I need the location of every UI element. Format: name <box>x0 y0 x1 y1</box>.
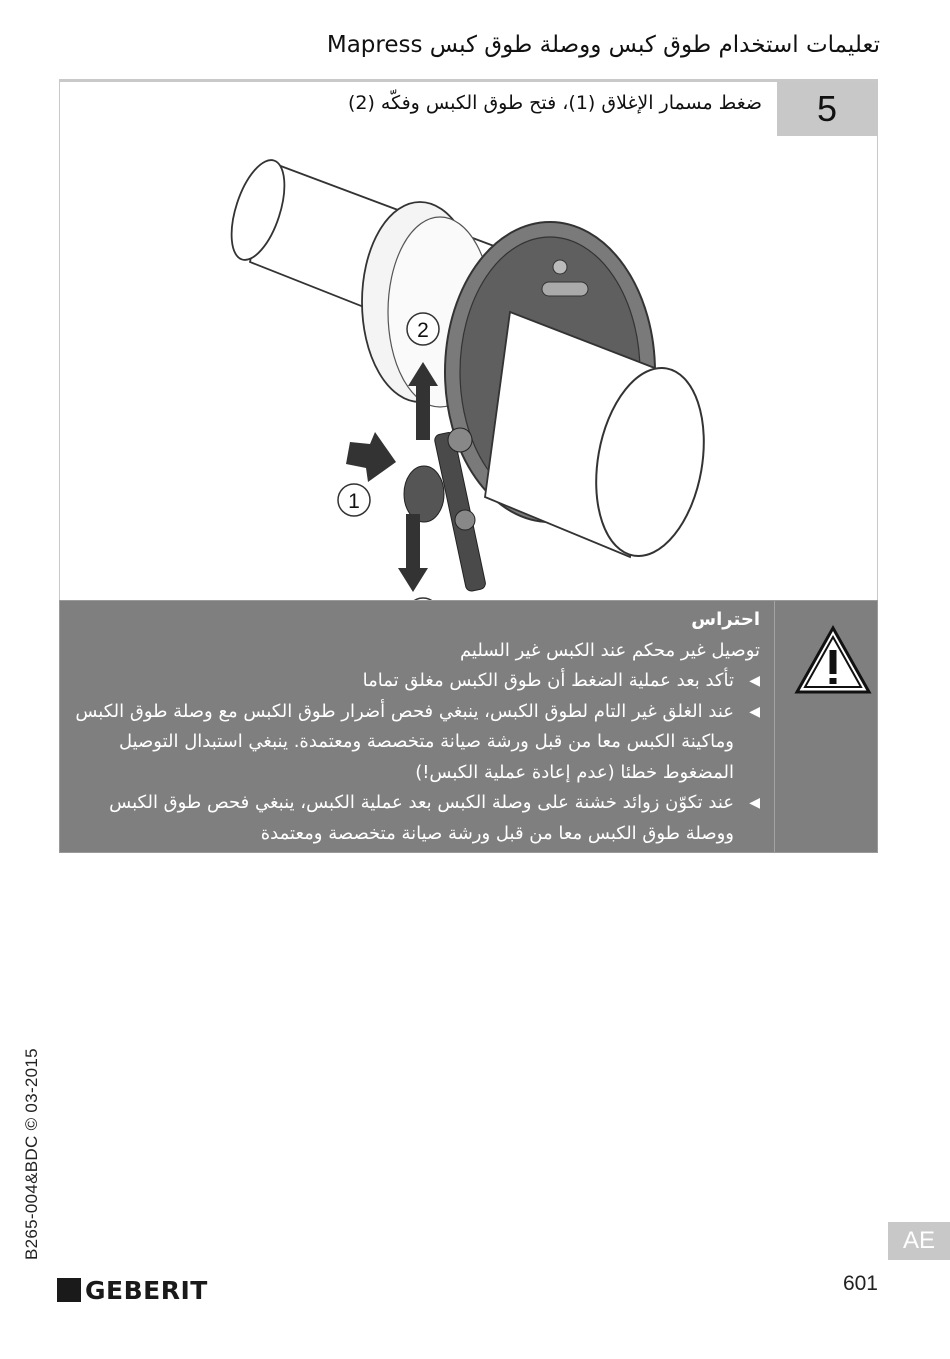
warning-list <box>70 666 760 849</box>
arrow-press-pin <box>346 432 396 482</box>
warning-panel <box>59 600 878 853</box>
page-title: تعليمات استخدام طوق كبس ووصلة طوق كبس Mapress <box>326 32 880 58</box>
warning-triangle-icon <box>794 625 872 695</box>
bullet-triangle-icon: ◀ <box>749 703 760 720</box>
list-item <box>70 666 760 697</box>
callout-2-top <box>407 313 439 345</box>
warning-subtitle: توصيل غير محكم عند الكبس غير السليم <box>459 639 760 661</box>
list-item <box>70 788 760 849</box>
arrow-open-down <box>398 514 428 592</box>
step-instruction: ضغط مسمار الإغلاق (1)، فتح طوق الكبس وفكّه (2) <box>347 92 762 114</box>
callout-2-top-label: 2 <box>417 319 429 342</box>
warning-item-text: عند الغلق غير التام لطوق الكبس، ينبغي فحص أضرار طوق الكبس مع وصلة طوق الكبس وماكينة الكبس معا من قبل ورشة صيانة متخصصة ومعتمدة. ينبغي استبدال التوصيل المضغوط خطئا (عدم إعادة عملية الكبس!) <box>75 700 734 783</box>
page-number: 601 <box>842 1272 878 1295</box>
list-item <box>70 697 760 789</box>
brand-logo <box>57 1277 208 1303</box>
press-collar-illustration <box>210 142 770 582</box>
callout-1-label: 1 <box>348 490 360 513</box>
bullet-triangle-icon: ◀ <box>749 795 760 811</box>
warning-item-text: عند تكوّن زوائد خشنة على وصلة الكبس بعد عملية الكبس، ينبغي فحص طوق الكبس ووصلة طوق الكبس معا من قبل ورشة صيانة متخصصة ومعتمدة <box>109 792 734 844</box>
document-code: B265-004&BDC © 03-2015 <box>22 1048 41 1260</box>
warning-item-text: تأكد بعد عملية الضغط أن طوق الكبس مغلق تماما <box>362 670 734 691</box>
step-panel <box>59 79 878 601</box>
warning-text <box>70 605 760 849</box>
warning-icon-cell <box>774 601 877 852</box>
bullet-triangle-icon: ◀ <box>749 673 760 689</box>
callout-1 <box>338 484 370 516</box>
warning-title: احتراس <box>691 609 760 630</box>
brand-name: GEBERIT <box>85 1275 208 1305</box>
language-badge: AE <box>888 1222 950 1260</box>
logo-square-icon <box>57 1278 81 1302</box>
step-number: 5 <box>777 82 877 136</box>
pipe-front <box>485 312 718 565</box>
